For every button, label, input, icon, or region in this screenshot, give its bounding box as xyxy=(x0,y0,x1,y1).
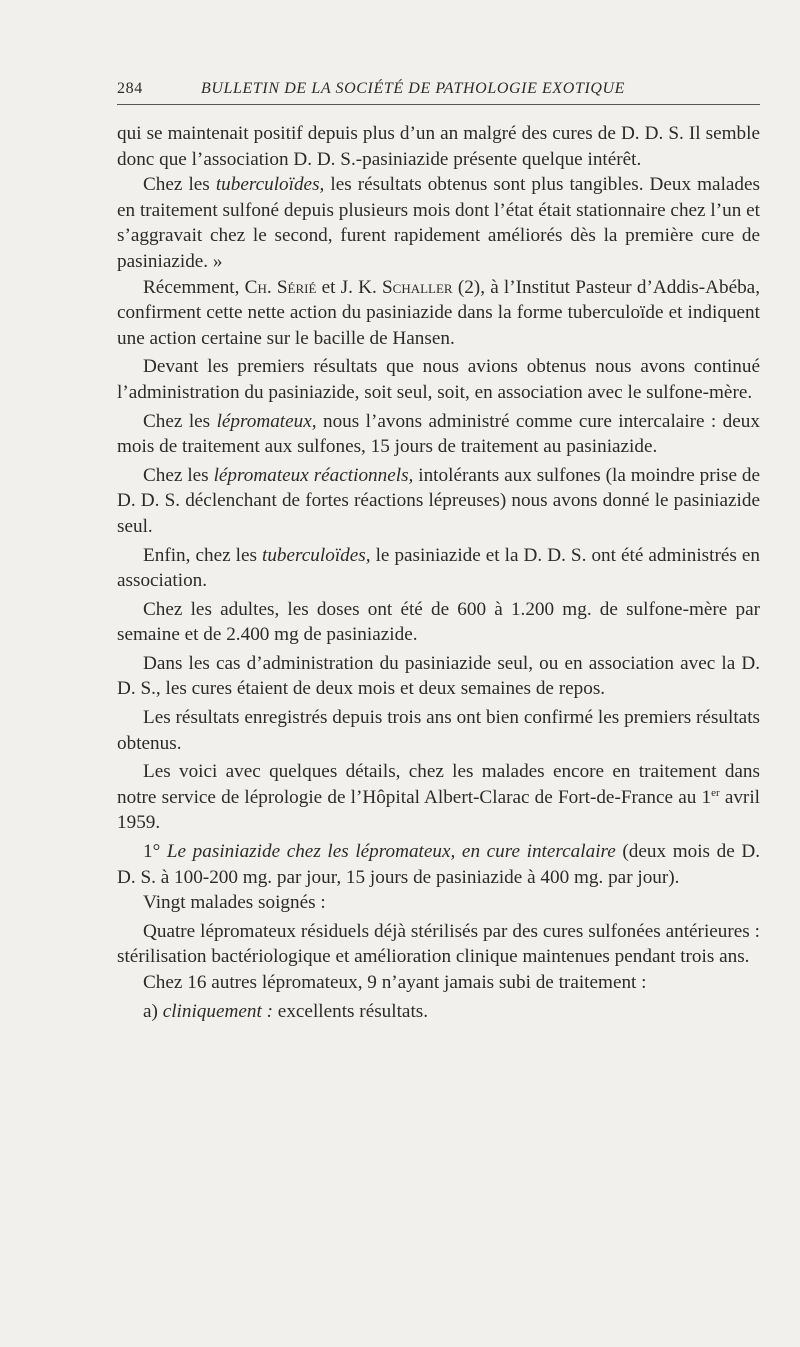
paragraph: qui se maintenait positif depuis plus d’un an malgré des cures de D. D. S. Il semble donc que l’association D. D. S.-pasiniazide présente quelque intérêt. xyxy=(117,123,760,170)
paragraph: Les voici avec quelques détails, chez les malades encore en traitement dans notre service de léprologie de l’Hôpital Albert-Clarac de Fort-de-France au 1er avril 1959. xyxy=(117,761,760,834)
article-body xyxy=(117,121,760,1024)
paragraph: Chez les lépromateux réactionnels, intolérants aux sulfones (la moindre prise de D. D. S. déclenchant de fortes réactions lépreuses) nous avons donné le pasiniazide seul. xyxy=(117,464,760,537)
journal-title: BULLETIN DE LA SOCIÉTÉ DE PATHOLOGIE EXOTIQUE xyxy=(201,80,626,97)
paragraph: Quatre lépromateux résiduels déjà stérilisés par des cures sulfonées antérieures : stérilisation bactériologique et amélioration clinique maintenues pendant trois ans. xyxy=(117,920,760,968)
page-number: 284 xyxy=(117,80,143,97)
paragraph: Chez les tuberculoïdes, les résultats obtenus sont plus tangibles. Deux malades en traitement sulfoné depuis plusieurs mois dont l’état était stationnaire chez l’un et s’aggravait chez le second, furent rapidement améliorés dès la première cure de pasiniazide. » xyxy=(117,174,760,272)
list-item: a) cliniquement : excellents résultats. xyxy=(143,1000,429,1022)
running-header xyxy=(117,78,760,105)
paragraph: Vingt malades soignés : xyxy=(143,892,326,914)
author-name: J. K. Schaller xyxy=(340,276,453,298)
paragraph: Enfin, chez les tuberculoïdes, le pasiniazide et la D. D. S. ont été administrés en association. xyxy=(117,544,761,592)
paragraph: Chez les adultes, les doses ont été de 600 à 1.200 mg. de sulfone-mère par semaine et de 2.400 mg de pasiniazide. xyxy=(117,598,760,646)
paragraph: Devant les premiers résultats que nous avions obtenus nous avons continué l’administration du pasiniazide, soit seul, soit, en association avec le sulfone-mère. xyxy=(117,356,760,403)
section-item: 1° Le pasiniazide chez les lépromateux, en cure intercalaire (deux mois de D. D. S. à 100-200 mg. par jour, 15 jours de pasiniazide à 400 mg. par jour). xyxy=(117,841,760,888)
paragraph: Chez 16 autres lépromateux, 9 n’ayant jamais subi de traitement : xyxy=(143,972,647,993)
paragraph: Les résultats enregistrés depuis trois ans ont bien confirmé les premiers résultats obtenus. xyxy=(117,707,760,754)
paragraph: Récemment, Ch. Sérié et J. K. Schaller (2), à l’Institut Pasteur d’Addis-Abéba, confirment cette nette action du pasiniazide dans la forme tuberculoïde et indiquent une action certaine sur le bacille de Hansen. xyxy=(117,276,760,349)
paragraph: Chez les lépromateux, nous l’avons administré comme cure intercalaire : deux mois de traitement aux sulfones, 15 jours de traitement au pasiniazide. xyxy=(117,410,760,458)
paragraph: Dans les cas d’administration du pasiniazide seul, ou en association avec la D. D. S., les cures étaient de deux mois et deux semaines de repos. xyxy=(117,652,760,700)
author-name: Ch. Sérié xyxy=(244,276,317,298)
